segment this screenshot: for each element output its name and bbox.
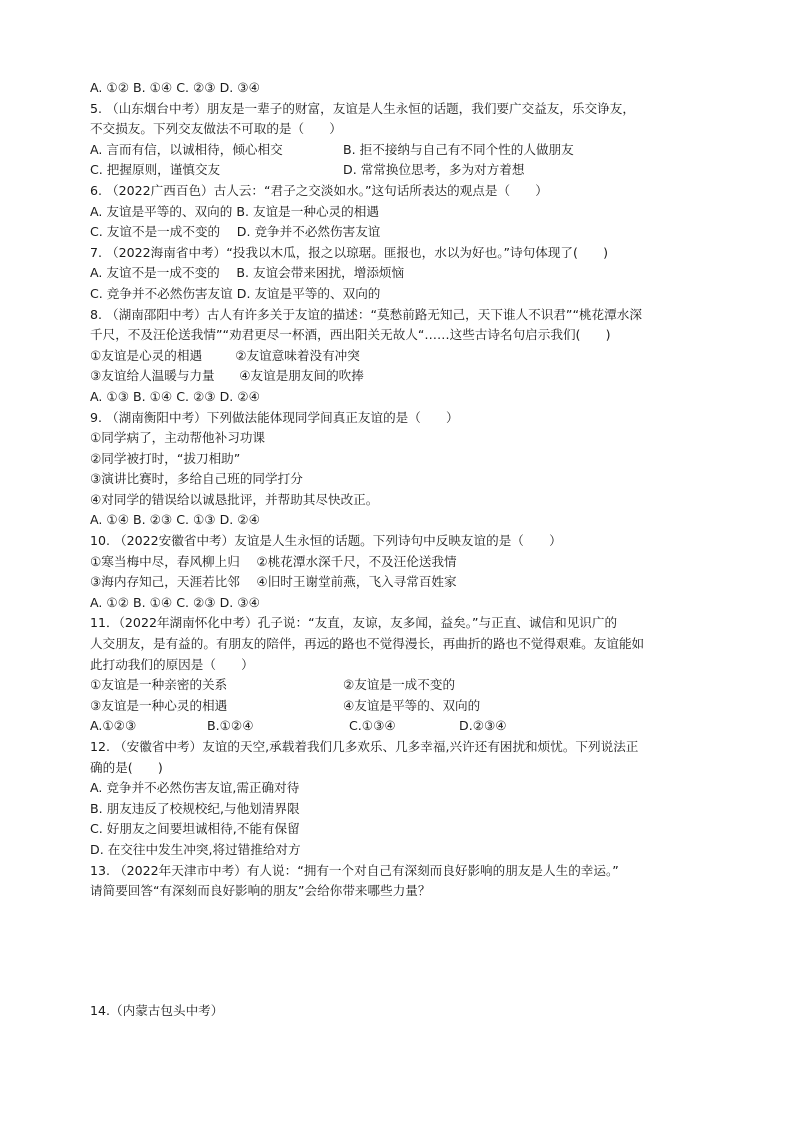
q5-options-row1 bbox=[90, 140, 715, 161]
q10-options: A. ①② B. ①④ C. ②③ D. ③④ bbox=[90, 594, 260, 610]
q12-option-d: D. 在交往中发生冲突,将过错推给对方 bbox=[90, 841, 301, 857]
question-list bbox=[90, 78, 715, 1021]
q11-stem-line2: 人交朋友，是有益的。有朋友的陪伴，再远的路也不觉得漫长，再曲折的路也不觉得艰难。友谊能如 bbox=[90, 636, 645, 652]
q14-stem: 14.（内蒙古包头中考） bbox=[90, 1002, 224, 1018]
q6-options-ab: A. 友谊是平等的、双向的 B. 友谊是一种心灵的相遇 bbox=[90, 203, 379, 219]
q8-stem-line1: 8. （湖南邵阳中考）古人有许多关于友谊的描述：“莫愁前路无知己，天下谁人不识君”“桃花潭水深 bbox=[90, 306, 642, 322]
q5-stem-line1: 5. （山东烟台中考）朋友是一辈子的财富，友谊是人生永恒的话题，我们要广交益友，乐交诤友， bbox=[90, 100, 635, 116]
q11-stem-line1: 11．（2022年湖南怀化中考）孔子说：“友直，友谅，友多闻，益矣。”与正直、诚信和见识广的 bbox=[90, 615, 618, 631]
q11-option-a: A.①②③ bbox=[90, 718, 137, 734]
q6-options-cd: C. 友谊不是一成不变的 D. 竞争并不必然伤害友谊 bbox=[90, 224, 381, 240]
q5-option-a: A. 言而有信，以诚相待，倾心相交 bbox=[90, 141, 283, 157]
q12-option-a: A. 竞争并不必然伤害友谊,需正确对待 bbox=[90, 780, 300, 796]
q12-option-b: B. 朋友违反了校规校纪,与他划清界限 bbox=[90, 800, 300, 816]
q4-options: A. ①② B. ①④ C. ②③ D. ③④ bbox=[90, 80, 260, 95]
q8-statements-12: ①友谊是心灵的相遇 ②友谊意味着没有冲突 bbox=[90, 347, 360, 363]
q12-stem-line2: 确的是( ) bbox=[90, 759, 163, 775]
q12-stem-line1: 12. （安徽省中考）友谊的天空,承载着我们几多欢乐、几多幸福,兴许还有困扰和烦忧。下列说法正 bbox=[90, 739, 639, 754]
answer-space bbox=[90, 902, 715, 1001]
q11-statement-2: ②友谊是一成不变的 bbox=[343, 677, 456, 693]
q9-statement-1: ①同学病了，主动帮他补习功课 bbox=[90, 430, 266, 446]
q5-option-c: C. 把握原则，谨慎交友 bbox=[90, 162, 221, 178]
q9-stem: 9. （湖南衡阳中考）下列做法能体现同学间真正友谊的是（ ） bbox=[90, 409, 459, 425]
q11-statement-4: ④友谊是平等的、双向的 bbox=[343, 697, 481, 713]
q9-statement-4: ④对同学的错误给以诚恳批评，并帮助其尽快改正。 bbox=[90, 491, 379, 507]
q11-option-d: D.②③④ bbox=[459, 718, 507, 734]
q10-statements-12: ①寒当梅中尽，春风柳上归 ②桃花潭水深千尺，不及汪伦送我情 bbox=[90, 553, 457, 569]
q8-stem-line2: 千尺，不及汪伦送我情”“劝君更尽一杯酒，西出阳关无故人“……这些古诗名句启示我们( ) bbox=[90, 327, 611, 343]
q6-stem: 6. （2022广西百色）古人云：“君子之交淡如水。”这句话所表达的观点是（ ） bbox=[90, 182, 548, 198]
q5-option-b: B. 拒不接纳与自己有不同个性的人做朋友 bbox=[343, 141, 574, 157]
q9-statement-3: ③演讲比赛时，多给自己班的同学打分 bbox=[90, 471, 303, 487]
q10-stem: 10. （2022安徽省中考）友谊是人生永恒的话题。下列诗句中反映友谊的是（ ） bbox=[90, 533, 562, 549]
q5-options-row2 bbox=[90, 160, 715, 181]
q5-option-d: D. 常常换位思考，多为对方着想 bbox=[343, 162, 525, 178]
q11-options bbox=[90, 716, 715, 737]
q11-statements-row2 bbox=[90, 696, 715, 717]
q11-statement-1: ①友谊是一种亲密的关系 bbox=[90, 677, 228, 693]
q5-stem-line2: 不交损友。下列交友做法不可取的是（ ） bbox=[90, 121, 342, 137]
q9-statement-2: ②同学被打时，“拔刀相助” bbox=[90, 450, 241, 466]
q11-stem-line3: 此打动我们的原因是（ ） bbox=[90, 656, 254, 672]
q8-statements-34: ③友谊给人温暖与力量 ④友谊是朋友间的吹捧 bbox=[90, 368, 364, 384]
q11-statement-3: ③友谊是一种心灵的相遇 bbox=[90, 697, 228, 713]
q10-statements-34: ③海内存知己，天涯若比邻 ④旧时王谢堂前燕，飞入寻常百姓家 bbox=[90, 574, 457, 590]
q7-stem: 7. （2022海南省中考）“投我以木瓜，报之以琼琚。匪报也，水以为好也。”诗句体现了( ) bbox=[90, 244, 609, 260]
q7-options-ab: A. 友谊不是一成不变的 B. 友谊会带来困扰，增添烦恼 bbox=[90, 265, 405, 281]
q11-option-b: B.①②④ bbox=[207, 718, 254, 734]
q13-stem-line1: 13. （2022年天津市中考）有人说：“拥有一个对自己有深刻而良好影响的朋友是人生的幸运。” bbox=[90, 862, 619, 878]
q11-option-c: C.①③④ bbox=[349, 718, 396, 734]
q9-options: A. ①④ B. ②③ C. ①③ D. ②④ bbox=[90, 512, 260, 528]
q11-statements-row1 bbox=[90, 675, 715, 696]
q12-option-c: C. 好朋友之间要坦诚相待,不能有保留 bbox=[90, 821, 300, 837]
q7-options-cd: C. 竞争并不必然伤害友谊 D. 友谊是平等的、双向的 bbox=[90, 285, 381, 301]
q13-stem-line2: 请简要回答“有深刻而良好影响的朋友”会给你带来哪些力量？ bbox=[90, 883, 431, 899]
q8-options: A. ①③ B. ①④ C. ②③ D. ②④ bbox=[90, 388, 260, 404]
